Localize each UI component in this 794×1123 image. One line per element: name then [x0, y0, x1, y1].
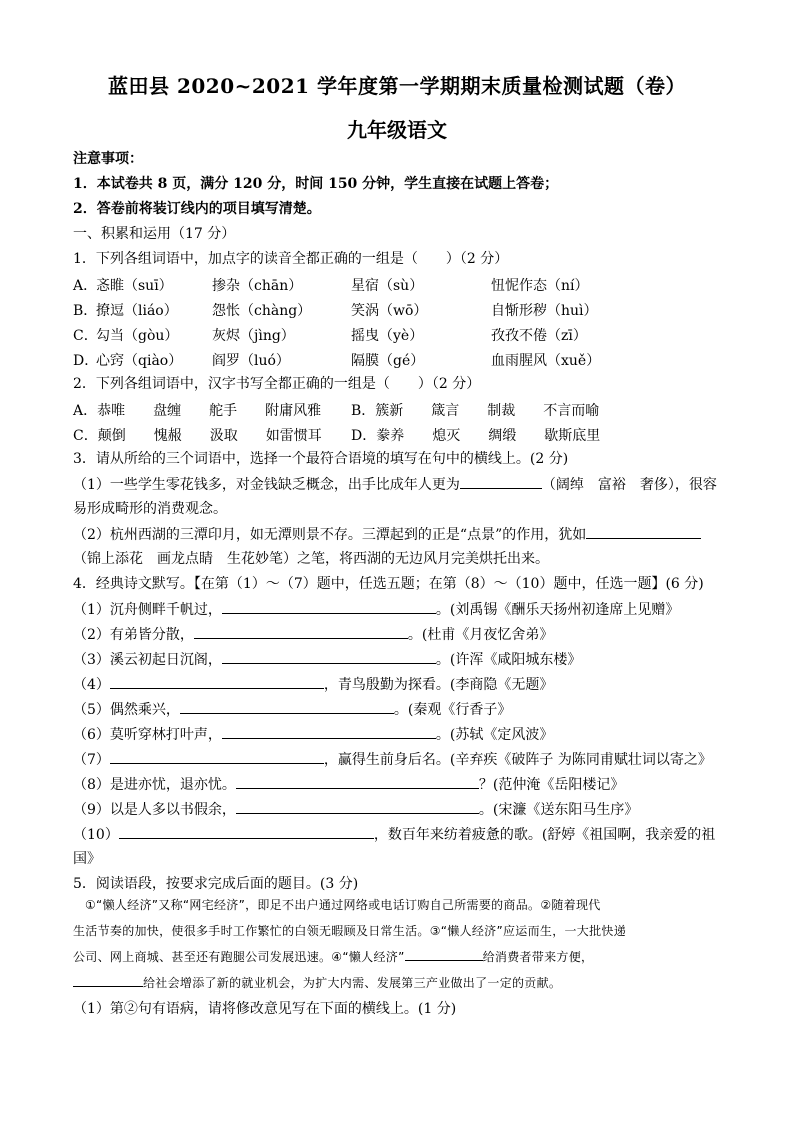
line-source: 。(许浑《咸阳城东楼》 — [435, 652, 582, 668]
line-source: 。(杜甫《月夜忆舍弟》 — [407, 627, 554, 643]
answer-blank[interactable] — [119, 825, 374, 839]
answer-blank[interactable] — [222, 650, 436, 664]
q3-part1-options: （阔绰 富裕 奢侈），很容 — [541, 477, 717, 493]
line-prefix: （2）有弟皆分散， — [73, 627, 194, 643]
q4-line-10 — [73, 825, 715, 844]
q4-line-5 — [73, 700, 511, 719]
answer-blank[interactable] — [222, 725, 436, 739]
option-word: 阎罗（luó） — [212, 353, 290, 369]
note-item-1: 1．本试卷共 8 页，满分 120 分，时间 150 分钟，学生直接在试题上答卷； — [73, 176, 559, 192]
section-heading: 一、积累和运用（17 分） — [73, 226, 236, 242]
q5-passage — [73, 892, 723, 996]
option-label: D． — [73, 353, 99, 369]
option-word: 忞睢（suī） — [96, 278, 173, 294]
note-item-2: 2．答卷前将装订线内的项目填写清楚。 — [73, 201, 321, 217]
option-word: 怨怅（chàng） — [212, 303, 312, 319]
q3-part2-text: （2）杭州西湖的三潭印月，如无潭则景不存。三潭起到的正是“点景”的作用，犹如 — [73, 527, 587, 543]
q4-line-10-wrap: 国》 — [73, 851, 101, 867]
exam-subtitle: 九年级语文 — [347, 118, 447, 142]
exam-title: 蓝田县 2020~2021 学年度第一学期期末质量检测试题（卷） — [107, 74, 686, 98]
line-prefix: （1）沉舟侧畔千帆过， — [73, 602, 222, 618]
answer-blank[interactable] — [405, 949, 483, 961]
option-word: 隔膜（gé） — [351, 353, 425, 369]
q4-line-3 — [73, 650, 581, 669]
answer-blank[interactable] — [110, 675, 324, 689]
option-label: B． — [73, 303, 98, 319]
line-source: 。(秦观《行香子》 — [393, 702, 512, 718]
q3-part2 — [73, 525, 701, 544]
answer-blank[interactable] — [110, 750, 324, 764]
answer-blank[interactable] — [460, 475, 542, 489]
line-source: 。(刘禹锡《酬乐天扬州初逢席上见赠》 — [435, 602, 680, 618]
option-word: 星宿（sù） — [351, 278, 424, 294]
line-source: ？(范仲淹《岳阳楼记》 — [478, 777, 625, 793]
line-source: ，赢得生前身后名。(辛弃疾《破阵子 为陈同甫赋壮词以寄之》 — [323, 752, 712, 768]
q3-part1-cont: 易形成畸形的消费观念。 — [73, 501, 227, 517]
q3-part2-cont: （锦上添花 画龙点睛 生花妙笔）之笔，将西湖的无边风月完美烘托出来。 — [73, 551, 549, 567]
q3-part1-text: （1）一些学生零花钱多，对金钱缺乏概念，出手比成年人更为 — [73, 477, 460, 493]
option-word: 笑涡（wō） — [351, 303, 428, 319]
q2-option-d: D．豢养 熄灭 绸缎 歇斯底里 — [351, 428, 601, 444]
passage-line-2: 生活节奏的加快，使很多手时工作繁忙的白领无暇顾及日常生活。③“懒人经济”应运而生，一大批快递 — [73, 924, 626, 938]
line-prefix: （9）以是人多以书假余， — [73, 802, 236, 818]
q2-option-b: B．簇新 箴言 制裁 不言而喻 — [351, 403, 600, 419]
passage-line-3 — [73, 944, 723, 970]
option-word: 心窍（qiào） — [96, 353, 183, 369]
q4-line-8 — [73, 775, 624, 794]
option-word: 血雨腥风（xuě） — [491, 353, 601, 369]
line-source: ，数百年来纺着疲惫的歌。(舒婷《祖国啊，我亲爱的祖 — [373, 827, 716, 843]
q4-line-2 — [73, 625, 553, 644]
answer-blank[interactable] — [236, 800, 479, 814]
passage-line-3-tail: 给消费者带来方便， — [482, 950, 594, 964]
q3-stem: 3．请从所给的三个词语中，选择一个最符合语境的填写在句中的横线上。(2 分) — [73, 451, 569, 467]
line-source: 。(宋濂《送东阳马生序》 — [478, 802, 639, 818]
q5-sub1: （1）第②句有语病，请将修改意见写在下面的横线上。(1 分) — [73, 1001, 457, 1017]
answer-blank[interactable] — [222, 600, 436, 614]
q2-stem: 2．下列各组词语中，汉字书写全都正确的一组是（ ）（2 分） — [73, 376, 481, 392]
q5-stem: 5．阅读语段，按要求完成后面的题目。(3 分) — [73, 876, 359, 892]
option-word: 忸怩作态（ní） — [491, 278, 589, 294]
q4-stem: 4．经典诗文默写。【在第（1）～（7）题中，任选五题；在第（8）～（10）题中，任选一题】(6 分) — [73, 576, 704, 592]
q4-line-4 — [73, 675, 553, 694]
option-word: 灰烬（jìng） — [212, 328, 295, 344]
q2-option-a: A．恭唯 盘缠 舵手 附庸风雅 — [73, 403, 322, 419]
answer-blank[interactable] — [73, 975, 143, 987]
line-prefix: （4） — [73, 677, 110, 693]
line-source: 。(苏轼《定风波》 — [435, 727, 554, 743]
line-prefix: （6）莫听穿林打叶声， — [73, 727, 222, 743]
line-prefix: （3）溪云初起日沉阁， — [73, 652, 222, 668]
option-word: 撩逗（liáo） — [96, 303, 178, 319]
answer-blank[interactable] — [180, 700, 394, 714]
line-prefix: （8）是进亦忧，退亦忧。 — [73, 777, 236, 793]
passage-line-4 — [73, 970, 723, 996]
option-word: 自惭形秽（huì） — [491, 303, 598, 319]
notes-heading: 注意事项： — [73, 151, 143, 167]
option-label: A． — [73, 278, 98, 294]
q2-option-c: C．颠倒 愧赧 汲取 如雷惯耳 — [73, 428, 322, 444]
passage-line-4-text: 给社会增添了新的就业机会，为扩大内需、发展第三产业做出了一定的贡献。 — [143, 976, 562, 990]
option-word: 摇曳（yè） — [351, 328, 424, 344]
q4-line-7 — [73, 750, 712, 769]
q4-line-9 — [73, 800, 638, 819]
line-prefix: （7） — [73, 752, 110, 768]
answer-blank[interactable] — [194, 625, 408, 639]
line-source: ，青鸟殷勤为探看。(李商隐《无题》 — [323, 677, 554, 693]
passage-line-1: ①“懒人经济”又称“网宅经济”，即足不出户通过网络或电话订购自己所需要的商品。②随着现代 — [85, 898, 601, 912]
option-word: 孜孜不倦（zī） — [491, 328, 587, 344]
q4-line-6 — [73, 725, 553, 744]
line-prefix: （5）偶然乘兴， — [73, 702, 180, 718]
answer-blank[interactable] — [236, 775, 479, 789]
q4-line-1 — [73, 600, 679, 619]
q1-stem: 1．下列各组词语中，加点字的读音全都正确的一组是（ ）（2 分） — [73, 251, 509, 267]
option-label: C． — [73, 328, 98, 344]
option-word: 勾当（gòu） — [96, 328, 179, 344]
answer-blank[interactable] — [586, 525, 701, 539]
passage-line-3-text: 公司、网上商城、甚至还有跑腿公司发展迅速。④“懒人经济” — [73, 950, 405, 964]
q3-part1 — [73, 475, 717, 494]
option-word: 掺杂（chān） — [212, 278, 303, 294]
line-prefix: （10） — [73, 827, 119, 843]
